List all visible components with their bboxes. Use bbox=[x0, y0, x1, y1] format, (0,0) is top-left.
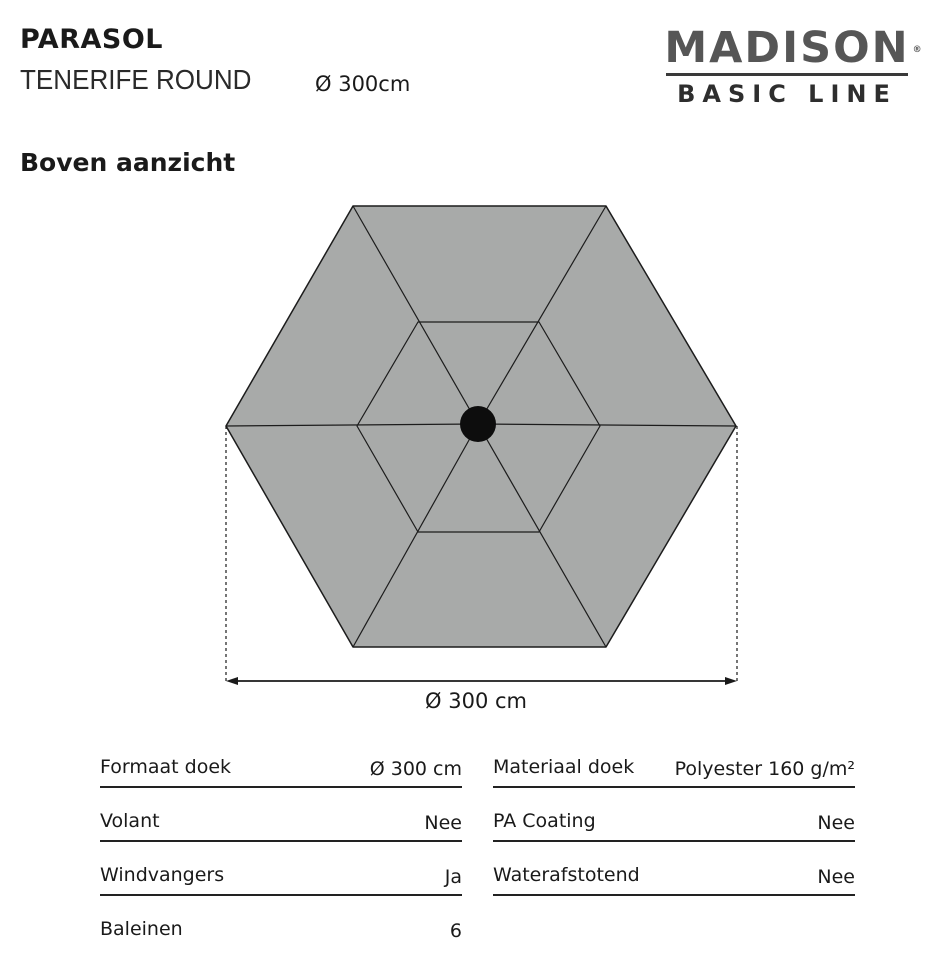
spec-label: Waterafstotend bbox=[493, 864, 640, 886]
spec-row bbox=[493, 752, 855, 806]
spec-row bbox=[493, 860, 855, 914]
spec-row bbox=[100, 752, 462, 806]
spec-table-right bbox=[493, 752, 855, 914]
spec-divider bbox=[493, 786, 855, 788]
spec-label: PA Coating bbox=[493, 810, 596, 832]
registered-mark: ® bbox=[912, 45, 922, 55]
spec-divider bbox=[100, 840, 462, 842]
spec-row bbox=[100, 806, 462, 860]
brand-name-text: MADISON bbox=[664, 23, 910, 73]
spec-label: Baleinen bbox=[100, 918, 183, 940]
spec-label: Volant bbox=[100, 810, 160, 832]
spec-value: 6 bbox=[449, 920, 462, 942]
spec-row bbox=[100, 860, 462, 914]
spec-table-left bbox=[100, 752, 462, 968]
spec-divider bbox=[100, 786, 462, 788]
spec-label: Windvangers bbox=[100, 864, 225, 886]
view-title: Boven aanzicht bbox=[20, 148, 236, 177]
spec-value: Nee bbox=[424, 812, 462, 834]
pole-circle bbox=[460, 406, 496, 442]
product-name: TENERIFE ROUND bbox=[20, 64, 252, 95]
spec-divider bbox=[493, 894, 855, 896]
brand-line: BASIC LINE bbox=[677, 80, 897, 108]
spec-value: Nee bbox=[817, 812, 855, 834]
dimension-arrow-left bbox=[226, 677, 238, 685]
spec-divider bbox=[100, 894, 462, 896]
spec-value: Ja bbox=[444, 866, 462, 888]
product-type: PARASOL bbox=[20, 24, 163, 55]
spec-value: Ø 300 cm bbox=[369, 758, 462, 780]
spec-label: Formaat doek bbox=[100, 756, 232, 778]
spec-value: Polyester 160 g/m² bbox=[674, 758, 855, 780]
spec-value: Nee bbox=[817, 866, 855, 888]
spec-divider bbox=[493, 840, 855, 842]
spec-row bbox=[100, 914, 462, 968]
dimension-arrow-right bbox=[725, 677, 737, 685]
spec-row bbox=[493, 806, 855, 860]
product-size: Ø 300cm bbox=[315, 72, 411, 96]
dimension-label: Ø 300 cm bbox=[425, 689, 527, 713]
spec-label: Materiaal doek bbox=[493, 756, 635, 778]
